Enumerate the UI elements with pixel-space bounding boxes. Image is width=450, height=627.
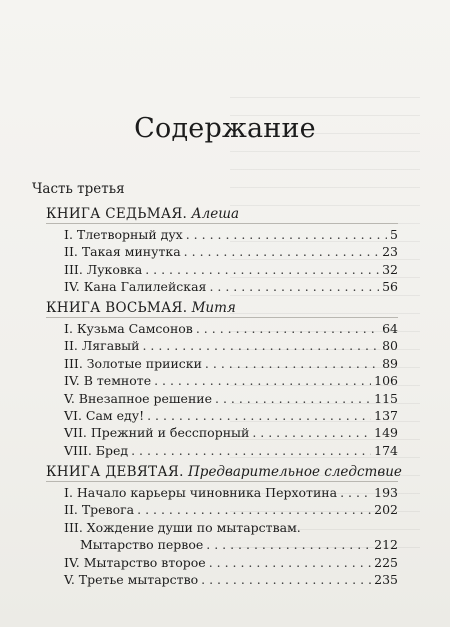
entry-page: 202: [374, 502, 398, 518]
entry-page: 193: [374, 485, 398, 500]
leader-dots: [147, 407, 371, 424]
book-heading-7: [46, 206, 239, 222]
toc-entry[interactable]: [64, 243, 398, 260]
book-subtitle: Митя: [191, 300, 236, 316]
entry-page: 212: [374, 537, 398, 553]
entry-title: III. Луковка: [64, 261, 143, 277]
toc-entry[interactable]: [64, 278, 398, 295]
entry-page: 89: [382, 355, 398, 371]
toc-list-book-9: [64, 484, 398, 588]
entry-page: 115: [374, 390, 398, 406]
toc-entry[interactable]: [64, 226, 398, 243]
leader-dots: [196, 320, 379, 337]
page-title: Содержание: [134, 113, 316, 144]
leader-dots: [186, 226, 387, 243]
entry-page: 80: [382, 338, 398, 354]
toc-entry[interactable]: [64, 442, 398, 459]
toc-entry[interactable]: [64, 407, 398, 424]
toc-entry[interactable]: [64, 390, 398, 407]
entry-title: IV. В темноте: [64, 373, 152, 389]
part-heading: Часть третья: [32, 181, 125, 197]
toc-entry[interactable]: [64, 571, 398, 588]
leader-dots: [252, 424, 371, 441]
entry-page: 225: [374, 554, 398, 570]
entry-page: 235: [374, 571, 398, 587]
entry-page: 149: [374, 425, 398, 441]
book-name: КНИГА ВОСЬМАЯ.: [46, 300, 188, 316]
toc-entry[interactable]: [64, 261, 398, 278]
leader-dots: [206, 536, 371, 553]
leader-dots: [145, 261, 379, 278]
section-divider: [46, 317, 398, 318]
entry-title: I. Тлетворный дух: [64, 227, 183, 242]
leader-dots: [215, 390, 371, 407]
toc-entry[interactable]: [64, 372, 398, 389]
leader-dots: [154, 372, 371, 389]
entry-page: 23: [382, 244, 398, 260]
leader-dots: [209, 278, 379, 295]
book-heading-9: [46, 464, 402, 480]
entry-page: 56: [382, 279, 398, 295]
toc-list-book-7: [64, 226, 398, 296]
entry-title: III. Золотые прииски: [64, 355, 202, 371]
entry-page: 137: [374, 407, 398, 423]
toc-entry[interactable]: [64, 424, 398, 441]
book-name: КНИГА СЕДЬМАЯ.: [46, 206, 188, 222]
leader-dots: [340, 484, 371, 501]
entry-page: 32: [382, 261, 398, 277]
book-heading-8: [46, 300, 236, 316]
book-subtitle: Предварительное следствие: [188, 464, 402, 480]
toc-entry[interactable]: [64, 554, 398, 571]
leader-dots: [209, 554, 371, 571]
toc-entry[interactable]: [64, 320, 398, 337]
toc-entry[interactable]: [64, 355, 398, 372]
leader-dots: [184, 243, 379, 260]
book-subtitle: Алеша: [191, 206, 240, 222]
entry-page: 174: [374, 442, 398, 458]
entry-title: II. Такая минутка: [64, 244, 181, 260]
section-divider: [46, 481, 398, 482]
toc-entry[interactable]: [64, 337, 398, 354]
leader-dots: [201, 571, 371, 588]
entry-title: VI. Сам еду!: [64, 407, 145, 423]
section-divider: [46, 223, 398, 224]
entry-title: I. Кузьма Самсонов: [64, 321, 193, 336]
entry-title: III. Хождение души по мытарствам.: [64, 519, 301, 535]
book-name: КНИГА ДЕВЯТАЯ.: [46, 464, 184, 480]
toc-entry[interactable]: [64, 484, 398, 501]
leader-dots: [142, 337, 379, 354]
entry-page: 5: [390, 227, 398, 242]
leader-dots: [137, 501, 371, 518]
leader-dots: [205, 355, 379, 372]
entry-title: VII. Прежний и бесспорный: [64, 425, 250, 441]
toc-entry[interactable]: [64, 536, 398, 553]
entry-title: V. Третье мытарство: [64, 571, 199, 587]
entry-title: Мытарство первое: [80, 537, 204, 553]
entry-title: V. Внезапное решение: [64, 390, 213, 406]
leader-dots: [131, 442, 371, 459]
entry-title: IV. Мытарство второе: [64, 554, 206, 570]
entry-page: 106: [374, 373, 398, 389]
entry-title: IV. Кана Галилейская: [64, 279, 207, 295]
toc-list-book-8: [64, 320, 398, 459]
entry-title: VIII. Бред: [64, 442, 129, 458]
entry-page: 64: [382, 321, 398, 336]
toc-entry[interactable]: [64, 501, 398, 518]
entry-title: II. Тревога: [64, 502, 135, 518]
toc-entry[interactable]: [64, 519, 398, 536]
entry-title: II. Лягавый: [64, 338, 140, 354]
entry-title: I. Начало карьеры чиновника Перхотина: [64, 485, 338, 500]
